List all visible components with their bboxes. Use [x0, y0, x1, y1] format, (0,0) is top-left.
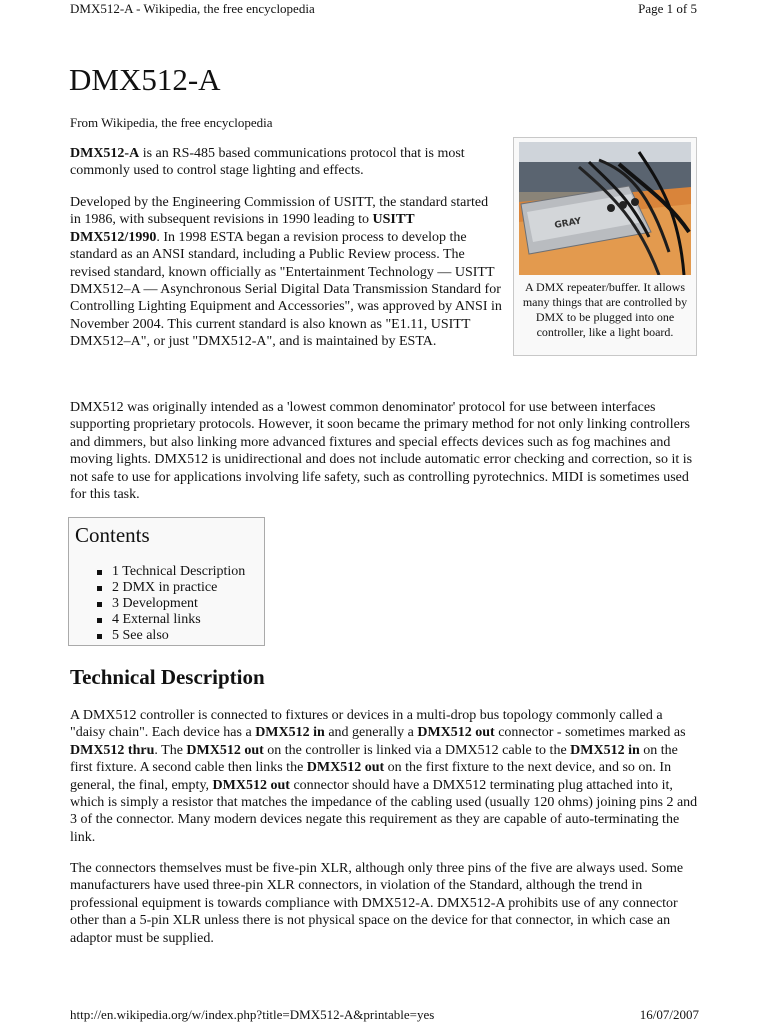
bullet-icon — [97, 602, 102, 607]
technical-paragraph: A DMX512 controller is connected to fixtures or devices in a multi-drop bus topology commonly called a "daisy chain". Each device has a DMX512 in and generally a DMX512 out connector - sometimes marked as DMX512 thru. The DMX512 out on the controller is linked via a DMX512 cable to the DMX512 in on the first fixture. A second cable then links the DMX512 out on the first fixture to the next device, and so on. In general, the final, empty, DMX512 out connector should have a DMX512 terminating plug attached into it, which is simply a resistor that matches the impedance of the cabling used (usually 120 ohms) joining pins 2 and 3 of the connector. Many modern devices negate this requirement as they are capable of auto-terminating the link. — [70, 708, 698, 845]
footer-date: 16/07/2007 — [639, 1007, 699, 1022]
print-header-page: Page 1 of 5 — [638, 1, 697, 16]
figure-caption: A DMX repeater/buffer. It allows many things that are controlled by DMX to be plugged into one controller, like a light board. — [522, 280, 688, 339]
connectors-paragraph: The connectors themselves must be five-pin XLR, although only three pins of the five are always used. Some manufacturers have used three-pin XLR connectors, in violation of the Standard, although the trend in professional equipment is towards compliance with DMX512-A. DMX512-A prohibits use of any connector other than a 5-pin XLR unless there is not physical space on the device for that connector, in which case an adaptor must be supplied. — [70, 861, 684, 946]
dmx-repeater-photo[interactable] — [519, 142, 691, 275]
term-bold: DMX512-A — [70, 146, 140, 161]
overview-paragraph: DMX512 was originally intended as a 'lowest common denominator' protocol for use between interfaces supporting proprietary protocols. However, it soon became the primary method for not only linking controllers and dimmers, but also linking more advanced fixtures and special effects devices such as fog machines and moving lights. DMX512 is unidirectional and does not include automatic error checking and correction, so it is not safe to use for applications involving life safety, such as controlling pyrotechnics. MIDI is sometimes used for this task. — [70, 400, 693, 503]
footer-url: http://en.wikipedia.org/w/index.php?title=DMX512-A&printable=yes — [70, 1007, 435, 1022]
history-paragraph: Developed by the Engineering Commission of USITT, the standard started in 1986, with subsequent revisions in 1990 leading to USITT DMX512/1990. In 1998 ESTA began a revision process to develop the standard as an ANSI standard, including a Public Review process. The revised standard, known officially as "Entertainment Technology — USITT DMX512–A — Asynchronous Serial Digital Data Transmission Standard for Controlling Lighting Equipment and Accessories", was approved by ANSI in November 2004. This current standard is also known as "E1.11, USITT DMX512–A", or just "DMX512-A", and is maintained by ESTA. — [70, 195, 502, 350]
figure-thumbnail — [513, 137, 697, 356]
table-of-contents — [68, 517, 265, 646]
bullet-icon — [97, 634, 102, 639]
toc-item-external-links[interactable]: 4 External links — [97, 612, 245, 628]
toc-item-see-also[interactable]: 5 See also — [97, 628, 245, 644]
page-title: DMX512-A — [69, 62, 221, 97]
section-heading-technical-description: Technical Description — [70, 665, 265, 689]
term-bold: USITT DMX512/1990 — [70, 212, 415, 245]
bullet-icon — [97, 570, 102, 575]
bullet-icon — [97, 586, 102, 591]
brand-label: GRAY — [553, 216, 583, 231]
intro-paragraph: DMX512-A is an RS-485 based communications protocol that is most commonly used to control stage lighting and effects. — [70, 146, 465, 179]
bullet-icon — [97, 618, 102, 623]
toc-item-dmx-in-practice[interactable]: 2 DMX in practice — [97, 580, 245, 596]
site-subtitle: From Wikipedia, the free encyclopedia — [70, 115, 273, 130]
toc-list — [97, 564, 245, 644]
toc-title: Contents — [75, 523, 150, 547]
toc-item-technical-description[interactable]: 1 Technical Description — [97, 564, 245, 580]
toc-item-development[interactable]: 3 Development — [97, 596, 245, 612]
print-header-title: DMX512-A - Wikipedia, the free encyclopedia — [70, 1, 315, 16]
